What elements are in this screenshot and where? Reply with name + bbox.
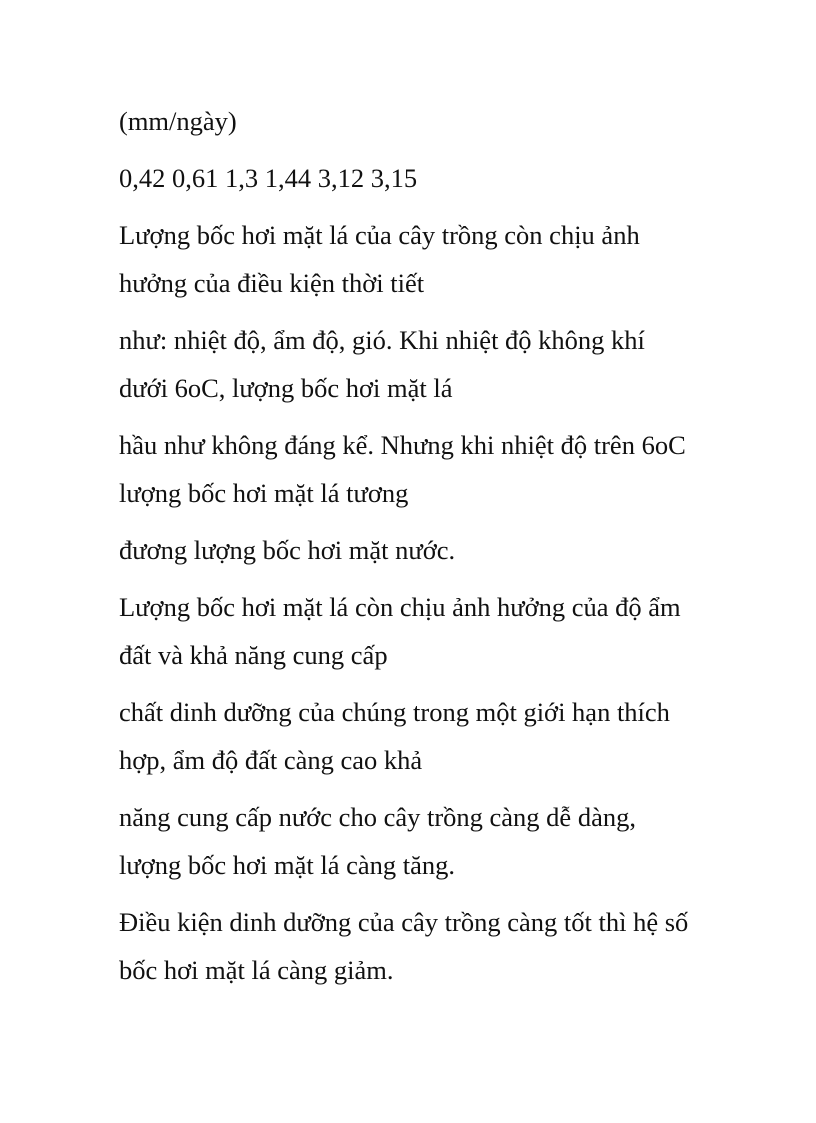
paragraph-6-line-2: hợp, ẩm độ đất càng cao khả (119, 745, 423, 775)
paragraph-7-line-1: năng cung cấp nước cho cây trồng càng dễ dàng, (119, 802, 636, 832)
paragraph-1-line-2: hưởng của điều kiện thời tiết (119, 268, 425, 298)
paragraph-8-line-2: bốc hơi mặt lá càng giảm. (119, 955, 394, 985)
paragraph-8-line-1: Điều kiện dinh dưỡng của cây trồng càng tốt thì hệ số (119, 907, 689, 937)
unit-label-line: (mm/ngày) (119, 106, 237, 136)
paragraph-2-line-2: dưới 6oC, lượng bốc hơi mặt lá (119, 373, 453, 403)
paragraph-5-line-1: Lượng bốc hơi mặt lá còn chịu ảnh hưởng của độ ẩm (119, 592, 681, 622)
paragraph-3-line-1: hầu như không đáng kể. Nhưng khi nhiệt độ trên 6oC (119, 430, 686, 460)
paragraph-6-line-1: chất dinh dưỡng của chúng trong một giới hạn thích (119, 697, 670, 727)
paragraph-2-line-1: như: nhiệt độ, ẩm độ, gió. Khi nhiệt độ không khí (119, 325, 645, 355)
paragraph-1-line-1: Lượng bốc hơi mặt lá của cây trồng còn chịu ảnh (119, 220, 640, 250)
paragraph-5-line-2: đất và khả năng cung cấp (119, 640, 388, 670)
evaporation-values-line: 0,42 0,61 1,3 1,44 3,12 3,15 (119, 163, 418, 193)
paragraph-3-line-2: lượng bốc hơi mặt lá tương (119, 478, 409, 508)
paragraph-7-line-2: lượng bốc hơi mặt lá càng tăng. (119, 850, 456, 880)
paragraph-4-line-1: đương lượng bốc hơi mặt nước. (119, 535, 456, 565)
